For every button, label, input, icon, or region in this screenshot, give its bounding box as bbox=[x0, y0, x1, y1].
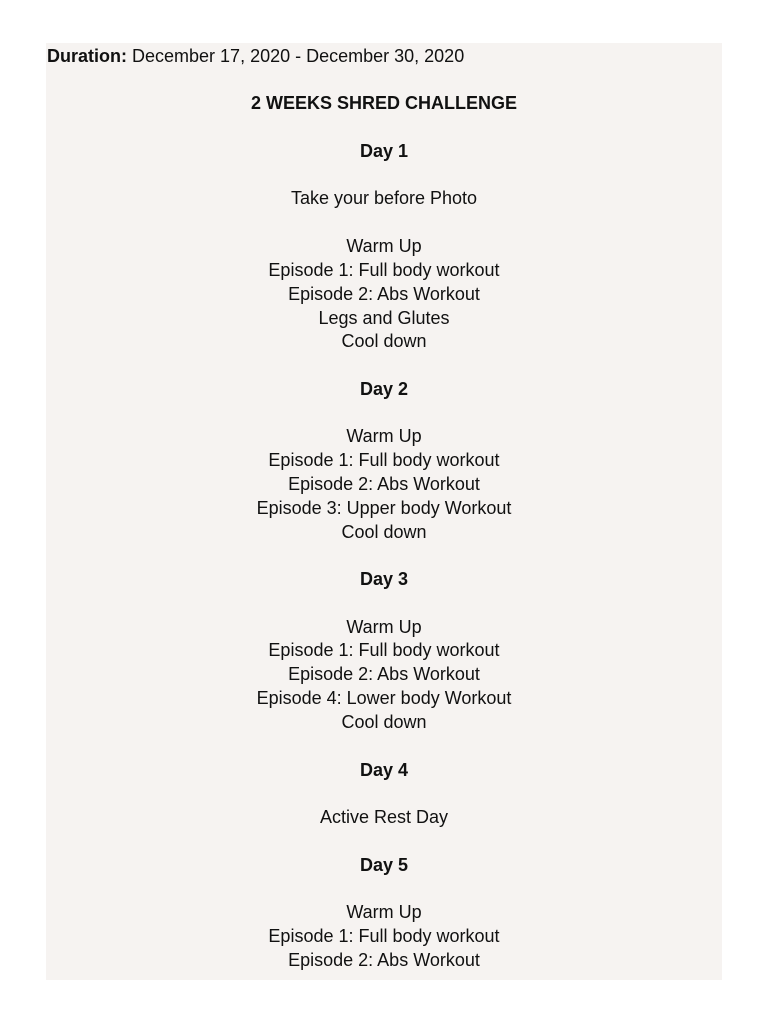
list-item: Episode 4: Lower body Workout bbox=[256, 688, 512, 708]
list-item: Episode 2: Abs Workout bbox=[288, 284, 480, 304]
list-item: Episode 1: Full body workout bbox=[268, 926, 500, 946]
list-item: Episode 2: Abs Workout bbox=[288, 950, 480, 970]
document-title: 2 WEEKS SHRED CHALLENGE bbox=[250, 93, 518, 113]
day-heading: Day 1 bbox=[359, 141, 409, 161]
list-item: Cool down bbox=[341, 331, 427, 351]
duration-line bbox=[47, 44, 464, 68]
day-heading: Day 2 bbox=[359, 379, 409, 399]
day-note: Take your before Photo bbox=[290, 188, 478, 208]
list-item: Episode 2: Abs Workout bbox=[288, 474, 480, 494]
list-item: Episode 1: Full body workout bbox=[268, 450, 500, 470]
list-item: Warm Up bbox=[346, 236, 422, 256]
duration-label: Duration: bbox=[47, 46, 127, 66]
list-item: Episode 1: Full body workout bbox=[268, 640, 500, 660]
list-item: Legs and Glutes bbox=[318, 308, 450, 328]
list-item: Cool down bbox=[341, 712, 427, 732]
list-item: Active Rest Day bbox=[319, 807, 449, 827]
list-item: Episode 2: Abs Workout bbox=[288, 664, 480, 684]
list-item: Warm Up bbox=[346, 426, 422, 446]
list-item: Episode 1: Full body workout bbox=[268, 260, 500, 280]
list-item: Episode 3: Upper body Workout bbox=[256, 498, 512, 518]
day-heading: Day 3 bbox=[359, 569, 409, 589]
list-item: Warm Up bbox=[346, 902, 422, 922]
list-item: Cool down bbox=[341, 522, 427, 542]
list-item: Warm Up bbox=[346, 617, 422, 637]
duration-value: December 17, 2020 - December 30, 2020 bbox=[132, 46, 465, 66]
day-heading: Day 4 bbox=[359, 760, 409, 780]
day-heading: Day 5 bbox=[359, 855, 409, 875]
